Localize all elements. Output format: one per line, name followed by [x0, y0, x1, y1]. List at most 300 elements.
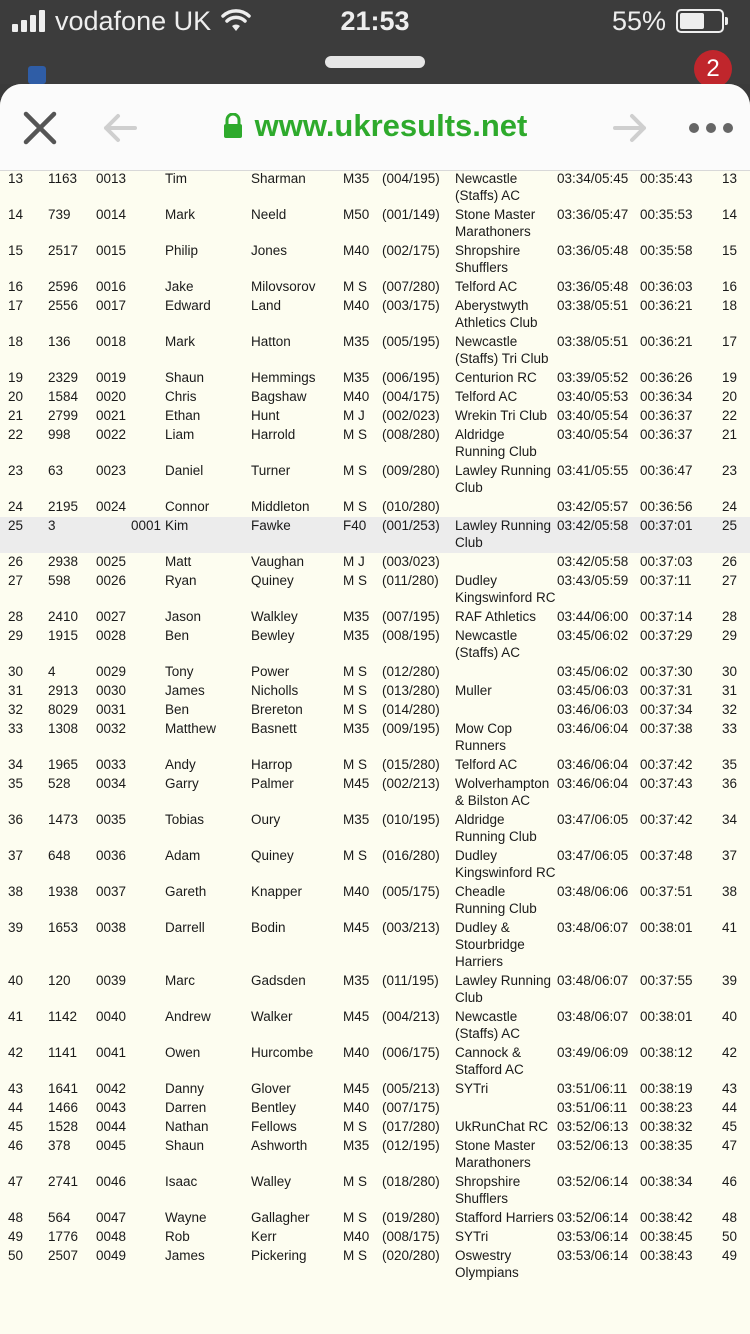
last-name-cell: Hurcombe	[251, 1045, 314, 1060]
category-cell: M45	[343, 776, 370, 791]
category-position-cell: (005/195)	[382, 334, 440, 349]
gender-position-cell: 0030	[96, 683, 127, 698]
category-position-cell: (001/149)	[382, 207, 440, 222]
position-cell: 34	[8, 757, 24, 772]
bib-cell: 2410	[48, 609, 79, 624]
club-cell: Newcastle (Staffs) Tri Club	[455, 334, 549, 366]
table-row	[0, 1044, 750, 1080]
chip-time-cell: 03:38/05:51	[557, 298, 629, 313]
chip-position-cell: 43	[722, 1081, 738, 1096]
position-cell: 30	[8, 664, 24, 679]
chip-position-cell: 21	[722, 427, 738, 442]
table-row	[0, 572, 750, 608]
chip-time-cell: 03:36/05:48	[557, 279, 629, 294]
chip-time-cell: 03:42/05:58	[557, 554, 629, 569]
position-cell: 18	[8, 334, 24, 349]
table-row	[0, 297, 750, 333]
gender-position-cell: 0048	[96, 1229, 127, 1244]
chip-position-cell: 44	[722, 1100, 738, 1115]
category-position-cell: (011/195)	[382, 973, 439, 988]
position-cell: 23	[8, 463, 24, 478]
gender-position-cell: 0021	[96, 408, 127, 423]
position-cell: 13	[8, 171, 24, 186]
chip-time-cell: 03:40/05:53	[557, 389, 629, 404]
table-row	[0, 682, 750, 701]
category-cell: M S	[343, 1174, 368, 1189]
last-name-cell: Ashworth	[251, 1138, 308, 1153]
first-name-cell: Connor	[165, 499, 210, 514]
club-cell: Telford AC	[455, 389, 518, 404]
chip-time-cell: 03:52/06:14	[557, 1174, 629, 1189]
sheet-grab-handle[interactable]	[325, 56, 425, 68]
position-cell: 16	[8, 279, 24, 294]
last-name-cell: Jones	[251, 243, 288, 258]
first-name-cell: Ethan	[165, 408, 201, 423]
more-options-icon[interactable]	[688, 122, 734, 134]
chip-time-cell: 03:53/06:14	[557, 1248, 629, 1263]
position-cell: 37	[8, 848, 24, 863]
chip-time-cell: 03:45/06:02	[557, 628, 629, 643]
gun-time-cell: 00:38:01	[640, 1009, 693, 1024]
gun-time-cell: 00:38:32	[640, 1119, 693, 1134]
chip-position-cell: 29	[722, 628, 738, 643]
last-name-cell: Sharman	[251, 171, 306, 186]
first-name-cell: Darren	[165, 1100, 207, 1115]
gender-position-cell: 0036	[96, 848, 127, 863]
category-position-cell: (003/175)	[382, 298, 440, 313]
chip-time-cell: 03:43/05:59	[557, 573, 629, 588]
table-row	[0, 517, 750, 553]
gender-position-cell: 0025	[96, 554, 127, 569]
club-cell: Dudley Kingswinford RC	[455, 848, 556, 880]
forward-arrow-icon[interactable]	[612, 112, 648, 144]
table-row	[0, 972, 750, 1008]
chip-position-cell: 19	[722, 370, 738, 385]
last-name-cell: Nicholls	[251, 683, 299, 698]
first-name-cell: Danny	[165, 1081, 205, 1096]
gun-time-cell: 00:37:14	[640, 609, 693, 624]
gender-position-cell: 0023	[96, 463, 127, 478]
gender-position-cell: 0032	[96, 721, 127, 736]
bib-cell: 2507	[48, 1248, 79, 1263]
club-cell: Newcastle (Staffs) AC	[455, 1009, 521, 1041]
club-cell: Lawley Running Club	[455, 463, 552, 495]
status-bar	[0, 0, 750, 84]
first-name-cell: Nathan	[165, 1119, 209, 1134]
category-cell: M45	[343, 920, 370, 935]
chip-position-cell: 27	[722, 573, 738, 588]
gun-time-cell: 00:36:37	[640, 427, 693, 442]
last-name-cell: Milovsorov	[251, 279, 316, 294]
position-cell: 20	[8, 389, 24, 404]
gun-time-cell: 00:37:11	[640, 573, 692, 588]
chip-position-cell: 39	[722, 973, 738, 988]
club-cell: Muller	[455, 683, 492, 698]
chip-time-cell: 03:36/05:48	[557, 243, 629, 258]
chip-time-cell: 03:46/06:03	[557, 702, 629, 717]
last-name-cell: Brereton	[251, 702, 303, 717]
first-name-cell: Matt	[165, 554, 192, 569]
first-name-cell: Liam	[165, 427, 195, 442]
table-row	[0, 720, 750, 756]
last-name-cell: Neeld	[251, 207, 287, 222]
chip-position-cell: 35	[722, 757, 738, 772]
url-text: www.ukresults.net	[254, 108, 528, 143]
club-cell: UkRunChat RC	[455, 1119, 549, 1134]
category-cell: M40	[343, 243, 370, 258]
gender-position-cell: 0034	[96, 776, 127, 791]
club-cell: Aldridge Running Club	[455, 812, 537, 844]
gun-time-cell: 00:36:21	[640, 298, 693, 313]
category-cell: F40	[343, 518, 367, 533]
gun-time-cell: 00:37:30	[640, 664, 693, 679]
gender-position-cell: 0044	[96, 1119, 127, 1134]
first-name-cell: Andy	[165, 757, 196, 772]
bib-cell: 120	[48, 973, 71, 988]
category-position-cell: (018/280)	[382, 1174, 440, 1189]
gun-time-cell: 00:36:03	[640, 279, 693, 294]
bib-cell: 739	[48, 207, 71, 222]
gun-time-cell: 00:37:29	[640, 628, 693, 643]
category-cell: M S	[343, 463, 368, 478]
first-name-cell: Tim	[165, 171, 187, 186]
chip-position-cell: 28	[722, 609, 738, 624]
first-name-cell: Tobias	[165, 812, 205, 827]
bib-cell: 2556	[48, 298, 79, 313]
chip-time-cell: 03:45/06:02	[557, 664, 629, 679]
chip-time-cell: 03:41/05:55	[557, 463, 629, 478]
category-position-cell: (017/280)	[382, 1119, 440, 1134]
chip-position-cell: 26	[722, 554, 738, 569]
gender-position-cell: 0033	[96, 757, 127, 772]
club-cell: SYTri	[455, 1081, 489, 1096]
position-cell: 17	[8, 298, 24, 313]
table-row	[0, 170, 750, 206]
category-cell: M35	[343, 812, 370, 827]
category-position-cell: (020/280)	[382, 1248, 440, 1263]
results-table	[0, 170, 750, 1334]
bib-cell: 2195	[48, 499, 79, 514]
category-position-cell: (005/213)	[382, 1081, 440, 1096]
category-cell: M40	[343, 1045, 370, 1060]
last-name-cell: Land	[251, 298, 282, 313]
bib-cell: 2913	[48, 683, 79, 698]
gender-position-cell: 0001	[131, 518, 162, 533]
chip-time-cell: 03:51/06:11	[557, 1081, 628, 1096]
position-cell: 46	[8, 1138, 24, 1153]
table-row	[0, 1137, 750, 1173]
first-name-cell: Matthew	[165, 721, 217, 736]
category-cell: M35	[343, 171, 370, 186]
table-row	[0, 462, 750, 498]
first-name-cell: Jake	[165, 279, 194, 294]
table-row	[0, 883, 750, 919]
bib-cell: 1308	[48, 721, 79, 736]
gender-position-cell: 0013	[96, 171, 127, 186]
gun-time-cell: 00:37:01	[640, 518, 693, 533]
first-name-cell: Gareth	[165, 884, 207, 899]
position-cell: 29	[8, 628, 24, 643]
club-cell: Telford AC	[455, 279, 518, 294]
club-cell: Centurion RC	[455, 370, 537, 385]
position-cell: 26	[8, 554, 24, 569]
chip-position-cell: 41	[722, 920, 738, 935]
gun-time-cell: 00:37:42	[640, 812, 693, 827]
chip-position-cell: 50	[722, 1229, 738, 1244]
first-name-cell: Marc	[165, 973, 195, 988]
first-name-cell: Ryan	[165, 573, 197, 588]
position-cell: 44	[8, 1100, 24, 1115]
last-name-cell: Oury	[251, 812, 281, 827]
first-name-cell: James	[165, 1248, 205, 1263]
category-position-cell: (004/195)	[382, 171, 440, 186]
category-cell: M S	[343, 1248, 368, 1263]
clock: 21:53	[340, 6, 410, 36]
gun-time-cell: 00:38:42	[640, 1210, 693, 1225]
gun-time-cell: 00:35:43	[640, 171, 693, 186]
table-row	[0, 756, 750, 775]
last-name-cell: Walkley	[251, 609, 298, 624]
last-name-cell: Walker	[251, 1009, 293, 1024]
chip-time-cell: 03:52/06:13	[557, 1138, 629, 1153]
position-cell: 19	[8, 370, 24, 385]
position-cell: 28	[8, 609, 24, 624]
bib-cell: 1653	[48, 920, 79, 935]
gun-time-cell: 00:38:23	[640, 1100, 693, 1115]
club-cell: Stone Master Marathoners	[455, 1138, 536, 1170]
bib-cell: 1965	[48, 757, 79, 772]
category-cell: M S	[343, 848, 368, 863]
club-cell: Lawley Running Club	[455, 973, 552, 1005]
position-cell: 49	[8, 1229, 24, 1244]
gun-time-cell: 00:37:34	[640, 702, 693, 717]
category-position-cell: (004/213)	[382, 1009, 440, 1024]
table-row	[0, 627, 750, 663]
category-cell: M S	[343, 499, 368, 514]
first-name-cell: Shaun	[165, 1138, 205, 1153]
gun-time-cell: 00:36:26	[640, 370, 693, 385]
gun-time-cell: 00:35:58	[640, 243, 693, 258]
first-name-cell: Owen	[165, 1045, 201, 1060]
bib-cell: 2329	[48, 370, 79, 385]
chip-time-cell: 03:40/05:54	[557, 408, 629, 423]
chip-time-cell: 03:49/06:09	[557, 1045, 629, 1060]
bib-cell: 1163	[48, 171, 78, 186]
category-cell: M S	[343, 757, 368, 772]
background-app-logo	[28, 66, 46, 84]
last-name-cell: Knapper	[251, 884, 303, 899]
table-row	[0, 1247, 750, 1283]
bib-cell: 2799	[48, 408, 79, 423]
position-cell: 24	[8, 499, 24, 514]
club-cell: Telford AC	[455, 757, 518, 772]
gender-position-cell: 0042	[96, 1081, 127, 1096]
category-position-cell: (009/195)	[382, 721, 440, 736]
first-name-cell: Tony	[165, 664, 194, 679]
gun-time-cell: 00:37:42	[640, 757, 693, 772]
category-cell: M40	[343, 884, 370, 899]
gun-time-cell: 00:36:34	[640, 389, 693, 404]
gun-time-cell: 00:37:03	[640, 554, 693, 569]
table-row	[0, 278, 750, 297]
last-name-cell: Bagshaw	[251, 389, 307, 404]
gun-time-cell: 00:36:56	[640, 499, 693, 514]
category-position-cell: (006/175)	[382, 1045, 440, 1060]
chip-position-cell: 48	[722, 1210, 738, 1225]
lock-icon	[223, 113, 243, 139]
bib-cell: 136	[48, 334, 71, 349]
category-position-cell: (012/280)	[382, 664, 440, 679]
chip-position-cell: 18	[722, 298, 738, 313]
position-cell: 38	[8, 884, 24, 899]
category-position-cell: (008/195)	[382, 628, 440, 643]
gun-time-cell: 00:36:37	[640, 408, 693, 423]
gender-position-cell: 0015	[96, 243, 127, 258]
club-cell: Oswestry Olympians	[455, 1248, 519, 1280]
category-cell: M S	[343, 683, 368, 698]
table-row	[0, 369, 750, 388]
club-cell: Cheadle Running Club	[455, 884, 537, 916]
chip-time-cell: 03:36/05:47	[557, 207, 629, 222]
table-row	[0, 1209, 750, 1228]
chip-position-cell: 16	[722, 279, 738, 294]
category-position-cell: (010/280)	[382, 499, 440, 514]
carrier-name: vodafone UK	[55, 5, 212, 36]
club-cell: Aldridge Running Club	[455, 427, 537, 459]
gender-position-cell: 0020	[96, 389, 127, 404]
last-name-cell: Quiney	[251, 573, 294, 588]
category-cell: M S	[343, 702, 368, 717]
last-name-cell: Gallagher	[251, 1210, 310, 1225]
category-position-cell: (002/023)	[382, 408, 440, 423]
chip-time-cell: 03:51/06:11	[557, 1100, 628, 1115]
chip-position-cell: 45	[722, 1119, 738, 1134]
last-name-cell: Bentley	[251, 1100, 297, 1115]
position-cell: 27	[8, 573, 24, 588]
position-cell: 31	[8, 683, 24, 698]
position-cell: 45	[8, 1119, 24, 1134]
category-position-cell: (009/280)	[382, 463, 440, 478]
bib-cell: 4	[48, 664, 56, 679]
category-cell: M45	[343, 1009, 370, 1024]
table-row	[0, 407, 750, 426]
position-cell: 50	[8, 1248, 24, 1263]
last-name-cell: Palmer	[251, 776, 294, 791]
bib-cell: 1938	[48, 884, 79, 899]
bib-cell: 1141	[48, 1045, 78, 1060]
chip-position-cell: 38	[722, 884, 738, 899]
gender-position-cell: 0027	[96, 609, 127, 624]
table-row	[0, 608, 750, 627]
table-row	[0, 333, 750, 369]
gender-position-cell: 0018	[96, 334, 127, 349]
last-name-cell: Bewley	[251, 628, 295, 643]
chip-time-cell: 03:53/06:14	[557, 1229, 629, 1244]
category-cell: M35	[343, 334, 370, 349]
chip-time-cell: 03:34/05:45	[557, 171, 629, 186]
notification-badge: 2	[694, 50, 732, 88]
table-row	[0, 1008, 750, 1044]
club-cell: Shropshire Shufflers	[455, 1174, 521, 1206]
gun-time-cell: 00:38:01	[640, 920, 693, 935]
bib-cell: 1915	[48, 628, 79, 643]
table-row	[0, 1228, 750, 1247]
table-row	[0, 663, 750, 682]
chip-time-cell: 03:46/06:04	[557, 721, 629, 736]
chip-position-cell: 24	[722, 499, 738, 514]
category-cell: M S	[343, 664, 368, 679]
gun-time-cell: 00:37:43	[640, 776, 693, 791]
gun-time-cell: 00:37:55	[640, 973, 693, 988]
chip-time-cell: 03:48/06:07	[557, 920, 629, 935]
chip-time-cell: 03:46/06:04	[557, 776, 629, 791]
chip-time-cell: 03:42/05:58	[557, 518, 629, 533]
chip-position-cell: 34	[722, 812, 738, 827]
position-cell: 35	[8, 776, 24, 791]
club-cell: Mow Cop Runners	[455, 721, 513, 753]
category-cell: M35	[343, 721, 370, 736]
gender-position-cell: 0014	[96, 207, 127, 222]
gun-time-cell: 00:38:34	[640, 1174, 693, 1189]
position-cell: 48	[8, 1210, 24, 1225]
club-cell: Stone Master Marathoners	[455, 207, 536, 239]
club-cell: Newcastle (Staffs) AC	[455, 171, 521, 203]
chip-position-cell: 15	[722, 243, 738, 258]
category-position-cell: (006/195)	[382, 370, 440, 385]
last-name-cell: Power	[251, 664, 290, 679]
gender-position-cell: 0047	[96, 1210, 127, 1225]
last-name-cell: Vaughan	[251, 554, 305, 569]
category-position-cell: (005/175)	[382, 884, 440, 899]
category-cell: M S	[343, 1119, 368, 1134]
gun-time-cell: 00:35:53	[640, 207, 693, 222]
table-row	[0, 553, 750, 572]
first-name-cell: Chris	[165, 389, 197, 404]
position-cell: 41	[8, 1009, 24, 1024]
gun-time-cell: 00:38:19	[640, 1081, 693, 1096]
gender-position-cell: 0043	[96, 1100, 127, 1115]
club-cell: RAF Athletics	[455, 609, 537, 624]
table-row	[0, 1099, 750, 1118]
last-name-cell: Kerr	[251, 1229, 277, 1244]
gender-position-cell: 0031	[96, 702, 127, 717]
chip-time-cell: 03:48/06:06	[557, 884, 629, 899]
bib-cell: 564	[48, 1210, 71, 1225]
category-position-cell: (002/175)	[382, 243, 440, 258]
position-cell: 14	[8, 207, 24, 222]
gender-position-cell: 0041	[96, 1045, 127, 1060]
bib-cell: 2596	[48, 279, 79, 294]
chip-time-cell: 03:46/06:04	[557, 757, 629, 772]
browser-sheet	[0, 84, 750, 1334]
first-name-cell: Garry	[165, 776, 199, 791]
category-position-cell: (008/175)	[382, 1229, 440, 1244]
club-cell: Stafford Harriers	[455, 1210, 554, 1225]
chip-time-cell: 03:42/05:57	[557, 499, 629, 514]
club-cell: Shropshire Shufflers	[455, 243, 521, 275]
last-name-cell: Harrold	[251, 427, 296, 442]
position-cell: 32	[8, 702, 24, 717]
gun-time-cell: 00:38:12	[640, 1045, 693, 1060]
gender-position-cell: 0022	[96, 427, 127, 442]
category-cell: M40	[343, 389, 370, 404]
first-name-cell: Isaac	[165, 1174, 198, 1189]
category-cell: M S	[343, 573, 368, 588]
gender-position-cell: 0039	[96, 973, 127, 988]
gender-position-cell: 0017	[96, 298, 127, 313]
category-position-cell: (004/175)	[382, 389, 440, 404]
gender-position-cell: 0037	[96, 884, 127, 899]
